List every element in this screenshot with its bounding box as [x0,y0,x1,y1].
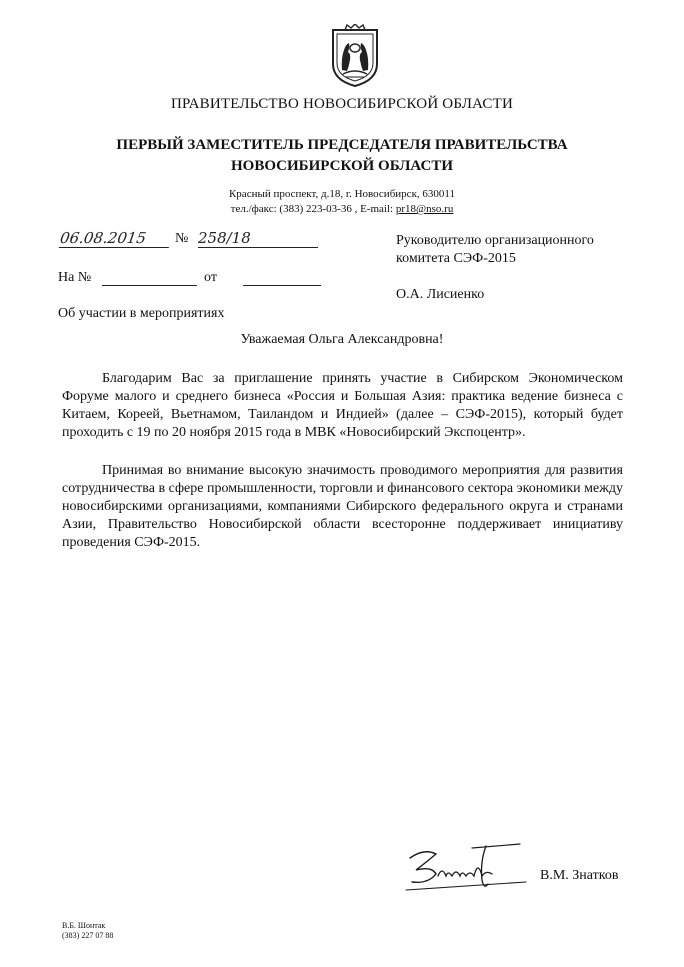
email-link[interactable]: pr18@nso.ru [395,203,454,215]
coat-of-arms-icon [327,24,383,88]
registration-number: 258/18 [198,230,318,248]
recipient-position-line2: комитета СЭФ-2015 [396,251,516,266]
reply-reference-line [58,270,328,292]
letter-subject: Об участии в мероприятиях [58,306,225,321]
postal-address: Красный проспект, д.18, г. Новосибирск, 630011 [228,188,456,200]
registration-line [58,230,318,252]
reply-date-blank [243,285,321,286]
body-paragraph-1: Благодарим Вас за приглашение принять участие в Сибирском Экономическом Форуме малого и среднего бизнеса «Россия и Большая Азия: практика ведение бизнеса с Китаем, Кореей, Вьетнамом, Таиландом и Индией» (далее – СЭФ-2015), который будет проходить с 19 по 20 ноября 2015 года в МВК «Новосибирский Экспоцентр». [62,371,623,440]
reply-number-label: На № [58,270,92,285]
salutation: Уважаемая Ольга Александровна! [240,332,444,347]
executor-phone: (383) 227 07 88 [62,931,114,940]
recipient-name: О.А. Лисиенко [396,287,485,302]
official-title-line1: ПЕРВЫЙ ЗАМЕСТИТЕЛЬ ПРЕДСЕДАТЕЛЯ ПРАВИТЕЛЬСТВА [116,137,568,153]
handwritten-signature [402,840,532,900]
reply-date-label: от [204,270,217,285]
organization-name: ПРАВИТЕЛЬСТВО НОВОСИБИРСКОЙ ОБЛАСТИ [170,96,514,112]
number-label: № [175,231,189,246]
executor-name: В.Б. Шонтак [62,921,106,930]
recipient-position-line1: Руководителю организационного [396,233,594,248]
phone-fax: тел./факс: (383) 223-03-36 , E-mail: [230,203,396,215]
official-title-line2: НОВОСИБИРСКОЙ ОБЛАСТИ [230,158,454,174]
contact-block [0,187,684,217]
reply-number-blank [102,285,197,286]
phone-email-line [0,202,684,217]
recipient-block [396,232,656,268]
executor-block [62,921,113,941]
registration-date: 06.08.2015 [59,230,172,248]
signer-name: В.М. Знатков [540,868,619,883]
body-paragraph-2: Принимая во внимание высокую значимость проводимого мероприятия для развития сотрудничества в сфере промышленности, торговли и финансового сектора экономики между новосибирскими организациями, компаниями Сибирского федерального округа и странами Азии, Правительство Новосибирской области всесторонне поддерживает инициативу проведения СЭФ-2015. [62,463,623,550]
official-title [60,135,624,177]
